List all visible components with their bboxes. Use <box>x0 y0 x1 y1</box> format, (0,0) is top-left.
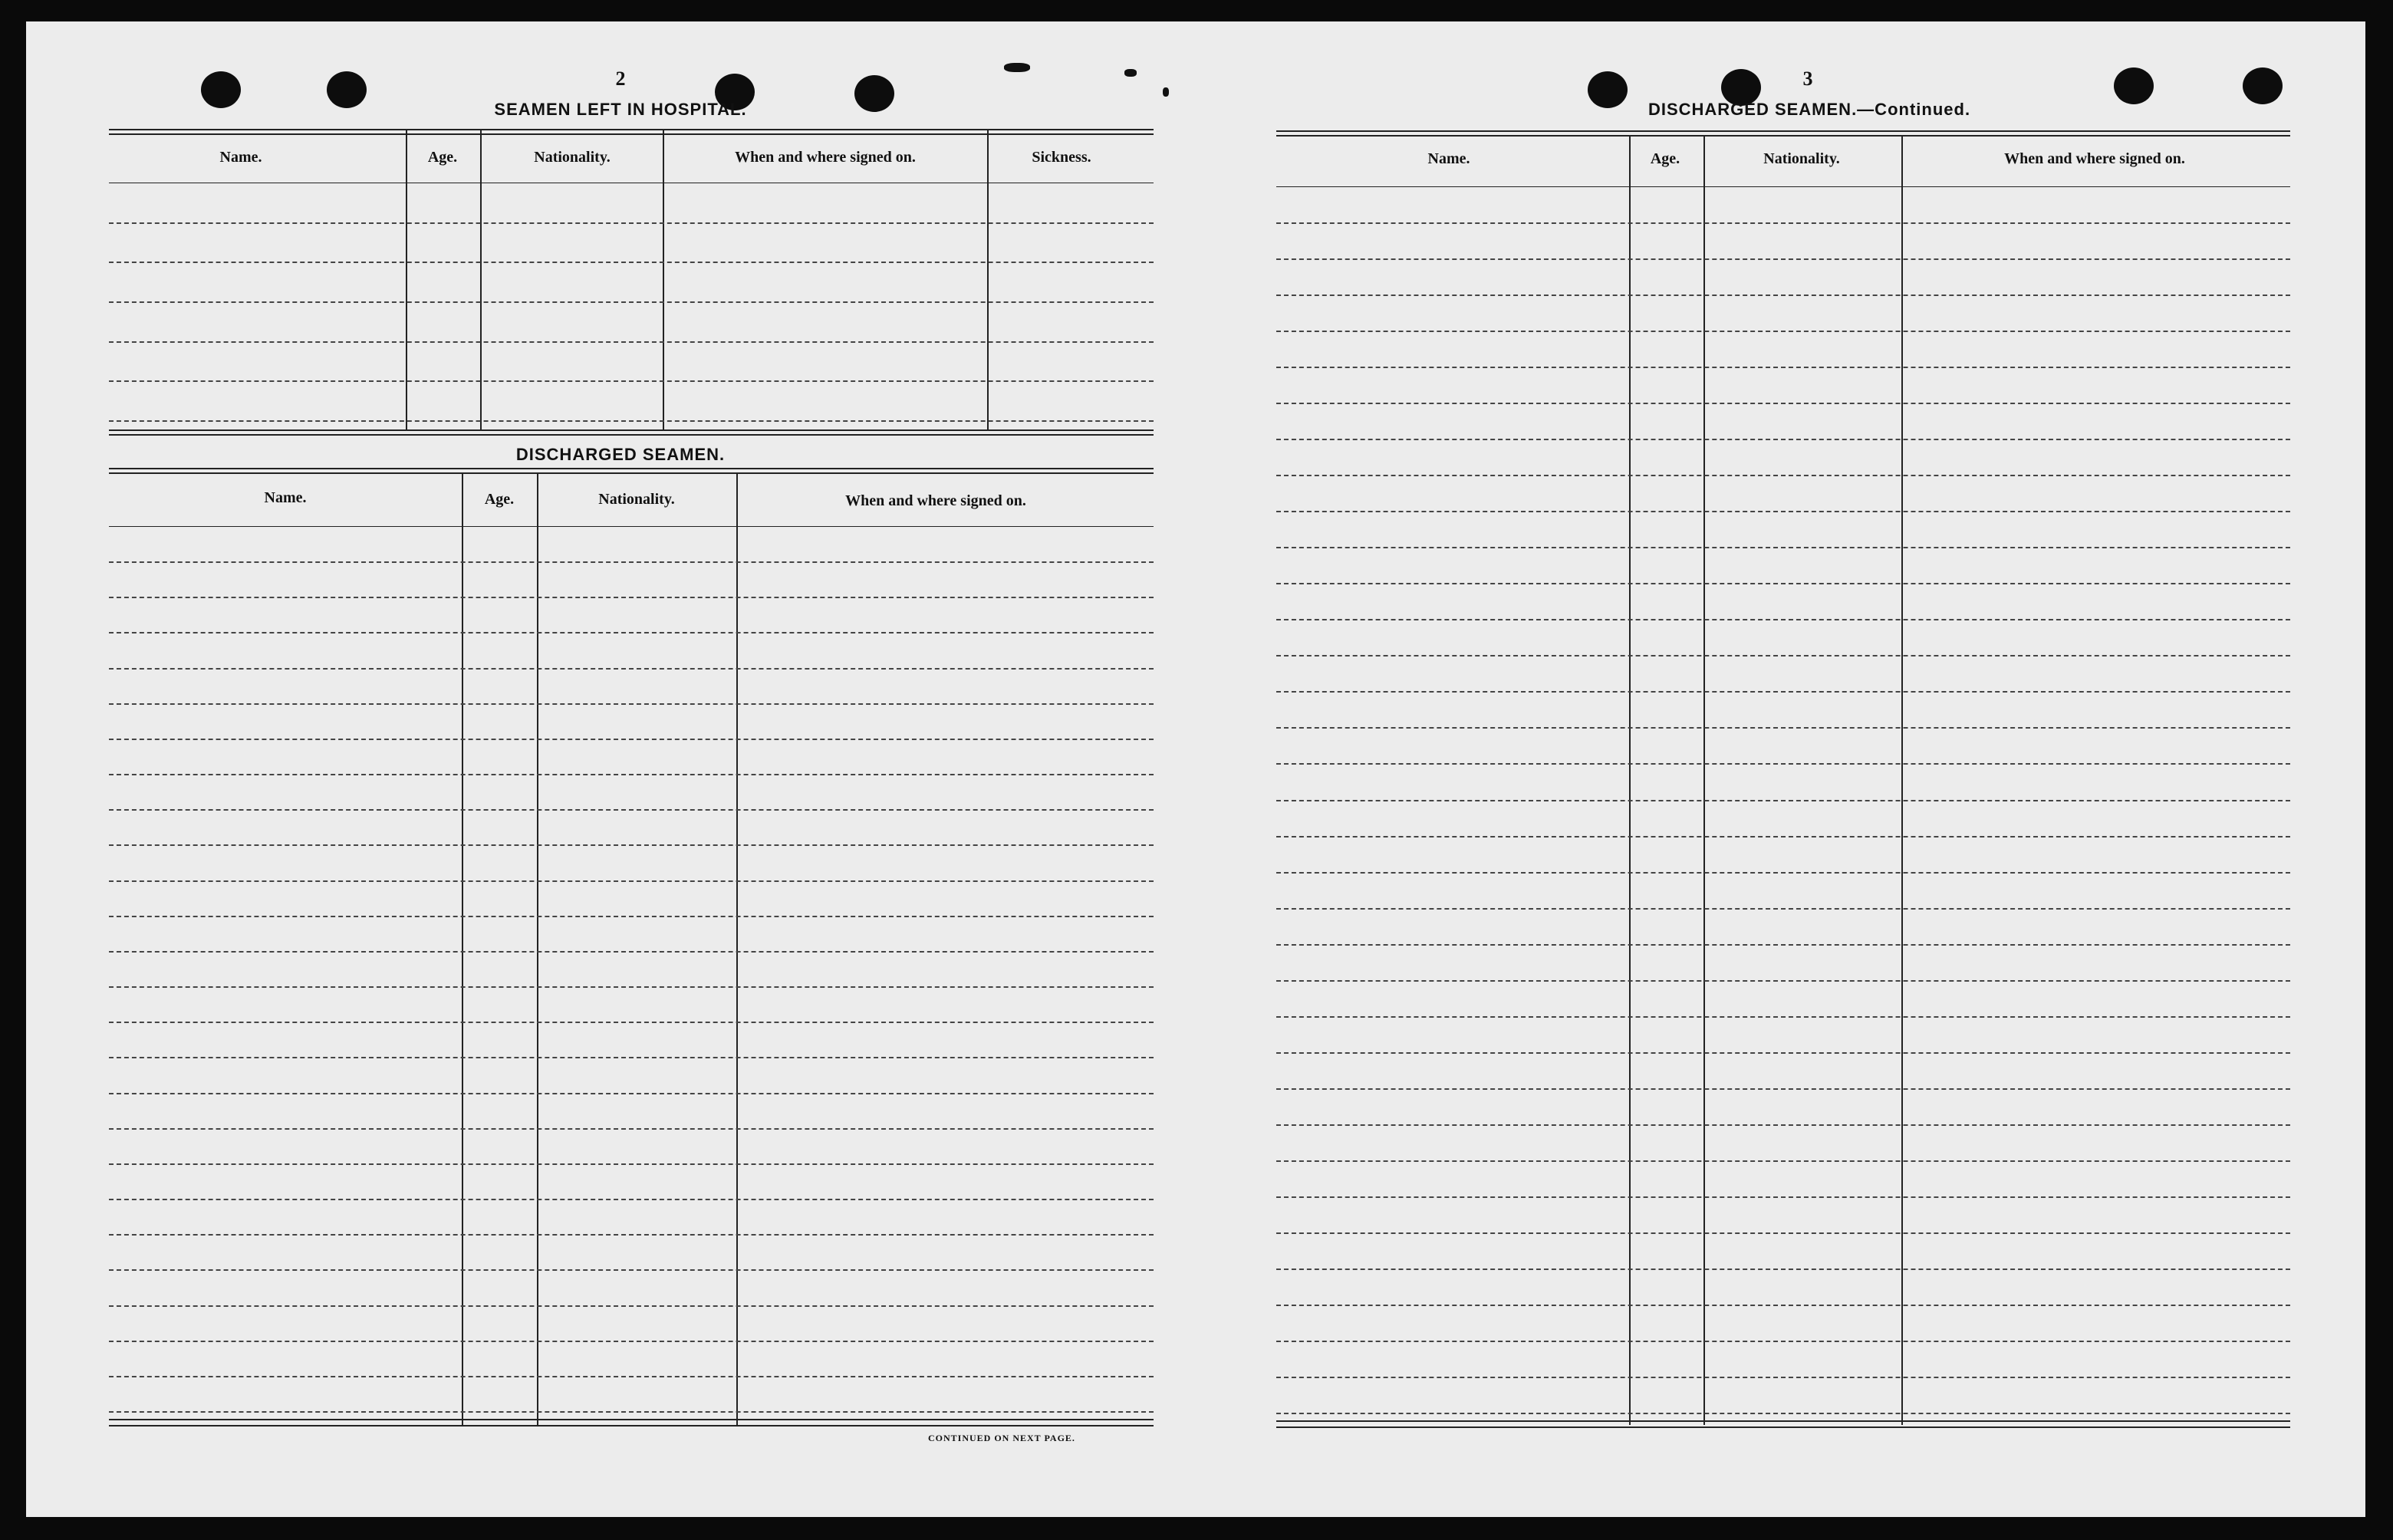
table-row <box>109 880 1154 882</box>
table-row <box>1276 1269 2290 1270</box>
table-row <box>109 1199 1154 1200</box>
table-row <box>109 739 1154 740</box>
table-rule <box>1276 1426 2290 1428</box>
table-row <box>109 986 1154 988</box>
column-header-signed-on: When and where signed on. <box>735 149 916 166</box>
table-row <box>1276 908 2290 910</box>
table-row <box>109 1305 1154 1307</box>
table-row <box>109 809 1154 811</box>
table-row <box>1276 258 2290 260</box>
table-row <box>1276 547 2290 548</box>
table-row <box>109 561 1154 563</box>
column-header-nationality: Nationality. <box>534 149 611 166</box>
table-row <box>109 1022 1154 1023</box>
table-row <box>1276 331 2290 332</box>
column-divider <box>1629 137 1631 1425</box>
column-header-name: Name. <box>219 149 262 166</box>
table-row <box>1276 727 2290 729</box>
table-row <box>1276 944 2290 946</box>
table-row <box>1276 583 2290 584</box>
table-row <box>109 420 1154 422</box>
table-row <box>1276 1196 2290 1198</box>
table-row <box>109 844 1154 846</box>
table-rule <box>109 129 1154 130</box>
discharged-section-title: DISCHARGED SEAMEN. <box>515 445 726 464</box>
table-rule <box>109 133 1154 135</box>
table-row <box>109 1341 1154 1342</box>
document-sheet <box>26 21 2365 1517</box>
table-rule <box>109 1425 1154 1426</box>
column-header-age: Age. <box>484 491 515 508</box>
table-row <box>1276 1305 2290 1306</box>
table-row <box>109 1057 1154 1058</box>
page-number: 3 <box>1802 67 1813 90</box>
table-row <box>109 1128 1154 1130</box>
column-divider <box>462 474 463 1425</box>
table-row <box>109 1411 1154 1413</box>
table-row <box>109 703 1154 705</box>
table-row <box>109 916 1154 917</box>
header-underline <box>109 526 1154 527</box>
table-row <box>1276 1341 2290 1342</box>
table-row <box>1276 475 2290 476</box>
continued-note: CONTINUED ON NEXT PAGE. <box>928 1433 1075 1443</box>
table-row <box>109 668 1154 670</box>
header-underline <box>1276 186 2290 187</box>
table-row <box>1276 1088 2290 1090</box>
column-divider <box>987 130 989 429</box>
table-row <box>109 380 1154 382</box>
table-row <box>1276 222 2290 224</box>
table-row <box>109 1234 1154 1236</box>
hospital-section-title: SEAMEN LEFT IN HOSPITAL. <box>494 100 747 119</box>
table-rule <box>1276 135 2290 137</box>
table-row <box>109 632 1154 633</box>
table-rule <box>109 468 1154 469</box>
table-row <box>1276 619 2290 620</box>
table-row <box>109 597 1154 598</box>
column-header-name: Name. <box>1427 150 1470 167</box>
table-row <box>1276 800 2290 801</box>
table-row <box>109 951 1154 953</box>
table-row <box>109 1163 1154 1165</box>
table-row <box>109 1269 1154 1271</box>
table-rule <box>109 429 1154 431</box>
column-header-age: Age. <box>427 149 458 166</box>
table-row <box>109 1376 1154 1377</box>
table-row <box>1276 872 2290 874</box>
column-divider <box>736 474 738 1425</box>
right-page <box>1196 21 2365 1517</box>
column-divider <box>1703 137 1705 1425</box>
table-row <box>1276 1124 2290 1126</box>
table-rule <box>109 472 1154 474</box>
table-row <box>1276 439 2290 440</box>
table-row <box>1276 367 2290 368</box>
column-header-name: Name. <box>264 489 307 506</box>
table-row <box>109 262 1154 263</box>
table-row <box>1276 763 2290 765</box>
table-row <box>1276 1052 2290 1054</box>
table-rule <box>1276 130 2290 132</box>
table-row <box>1276 1016 2290 1018</box>
table-rule <box>1276 1420 2290 1422</box>
table-row <box>109 222 1154 224</box>
discharged-continued-title: DISCHARGED SEAMEN.—Continued. <box>1647 100 1971 119</box>
column-divider <box>663 130 664 429</box>
column-header-sickness: Sickness. <box>1032 149 1091 166</box>
table-row <box>109 774 1154 775</box>
page-number: 2 <box>615 67 626 90</box>
column-header-signed-on: When and where signed on. <box>845 492 1026 509</box>
column-divider <box>480 130 482 429</box>
table-row <box>1276 1232 2290 1234</box>
table-row <box>1276 1160 2290 1162</box>
table-row <box>1276 1413 2290 1414</box>
column-header-nationality: Nationality. <box>598 491 675 508</box>
column-header-nationality: Nationality. <box>1763 150 1840 167</box>
column-header-signed-on: When and where signed on. <box>2004 150 2185 167</box>
table-row <box>1276 403 2290 404</box>
column-divider <box>406 130 407 429</box>
table-row <box>1276 836 2290 837</box>
table-row <box>1276 980 2290 982</box>
table-row <box>109 341 1154 343</box>
table-row <box>1276 295 2290 296</box>
table-row <box>1276 1377 2290 1378</box>
column-divider <box>537 474 538 1425</box>
table-row <box>1276 691 2290 693</box>
table-row <box>1276 655 2290 656</box>
column-header-age: Age. <box>1650 150 1680 167</box>
table-row <box>1276 511 2290 512</box>
table-rule <box>109 1419 1154 1420</box>
left-page <box>26 21 1192 1517</box>
table-row <box>109 301 1154 303</box>
table-row <box>109 1093 1154 1094</box>
table-rule <box>109 434 1154 436</box>
column-divider <box>1901 137 1903 1425</box>
